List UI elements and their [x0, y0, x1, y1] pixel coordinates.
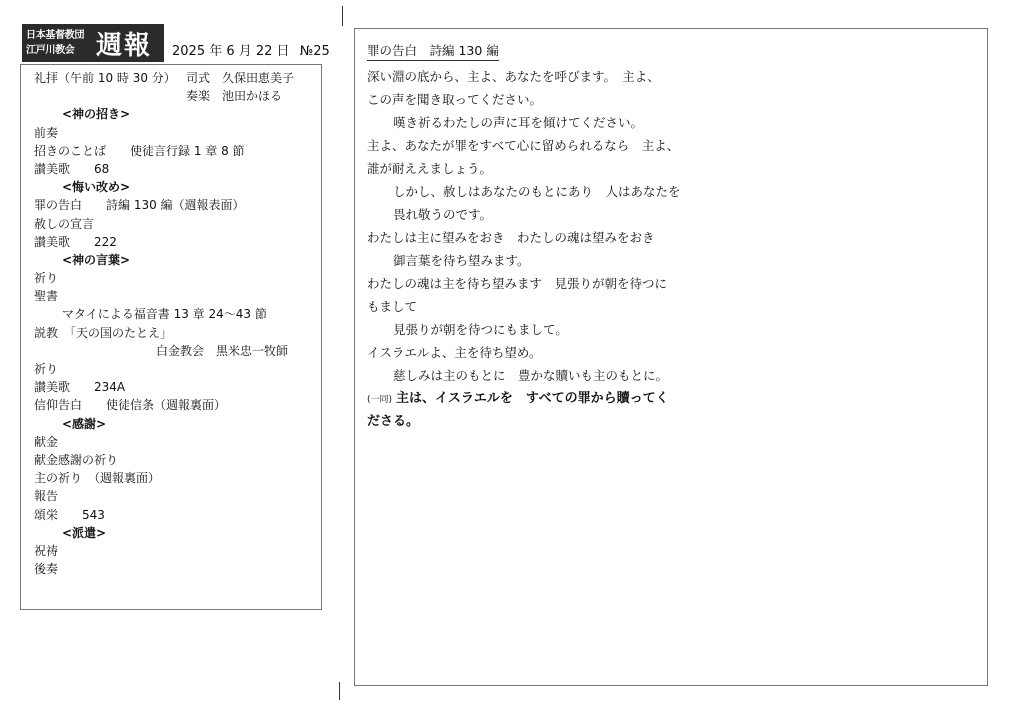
psalm-line-text: 誰が耐ええましょう。 — [367, 161, 493, 176]
psalm-line — [367, 203, 681, 226]
order-item-text: 信仰告白 使徒信条（週報裏面） — [34, 398, 227, 413]
org-name: 日本基督教団 — [26, 30, 85, 41]
psalm-line — [367, 295, 681, 318]
order-item — [34, 233, 288, 251]
order-item — [34, 305, 288, 323]
psalm-line — [367, 387, 681, 410]
order-item — [34, 506, 288, 524]
bulletin-badge — [22, 24, 164, 62]
bulletin-title: 週報 — [96, 30, 153, 61]
order-section-heading — [34, 524, 288, 542]
psalm-line-text: 嘆き祈るわたしの声に耳を傾けてください。 — [393, 115, 644, 130]
psalm-line — [367, 157, 681, 180]
psalm-title: 罪の告白 詩編 130 編 — [367, 41, 499, 61]
psalm-line-text: 見張りが朝を待つにもまして。 — [393, 322, 568, 337]
psalm-line — [367, 272, 681, 295]
congregation-tag: (一同) — [367, 395, 393, 405]
psalm-line-text: 主は、イスラエルを すべての罪から贖ってく — [396, 391, 669, 406]
order-item — [34, 542, 288, 560]
order-item-text: 献金 — [34, 434, 59, 449]
psalm-line — [367, 341, 681, 364]
order-item — [34, 124, 288, 142]
psalm-line-text: 慈しみは主のもとに 豊かな贖いも主のもとに。 — [393, 368, 669, 383]
order-item — [34, 142, 288, 160]
psalm-line-text: 深い淵の底から、主よ、あなたを呼びます。 主よ、 — [367, 69, 660, 84]
order-item-text: 頌栄 543 — [34, 507, 105, 522]
order-item-role: 奏楽 池田かほる — [186, 89, 283, 104]
confession-panel — [354, 28, 988, 686]
order-item-text: 聖書 — [34, 289, 59, 304]
psalm-line — [367, 249, 681, 272]
psalm-line — [367, 410, 681, 433]
order-item — [34, 69, 295, 87]
psalm-line — [367, 88, 681, 111]
order-section-heading — [34, 105, 288, 123]
fold-mark-top — [342, 6, 343, 26]
worship-order-panel — [20, 64, 322, 610]
worship-order-list — [34, 69, 295, 578]
psalm-line — [367, 111, 681, 134]
order-item-text: マタイによる福音書 13 章 24～43 節 — [62, 307, 267, 322]
order-item-text: 後奏 — [34, 562, 59, 577]
psalm-line — [367, 226, 681, 249]
order-item-text: 讃美歌 222 — [34, 234, 117, 249]
psalm-text — [367, 65, 681, 433]
order-item-text: 讃美歌 68 — [34, 161, 110, 176]
psalm-line-text: 畏れ敬うのです。 — [393, 207, 493, 222]
order-item — [34, 487, 288, 505]
order-item-text: <神の言葉> — [62, 252, 131, 267]
order-item — [34, 560, 288, 578]
psalm-line-text: もまして — [367, 299, 418, 314]
order-item — [34, 160, 288, 178]
psalm-line-text: わたしは主に望みをおき わたしの魂は望みをおき — [367, 230, 655, 245]
order-item — [34, 433, 288, 451]
psalm-line — [367, 364, 681, 387]
order-section-heading — [34, 178, 288, 196]
order-item — [34, 196, 288, 214]
order-item-text: 前奏 — [34, 125, 59, 140]
order-item — [34, 360, 288, 378]
church-name: 江戸川教会 — [26, 45, 75, 56]
order-item-text: 赦しの宣言 — [34, 216, 95, 231]
order-item-text: 祝祷 — [34, 543, 59, 558]
psalm-line-text: ださる。 — [367, 414, 420, 429]
order-item-text: <神の招き> — [62, 107, 131, 122]
bulletin-header — [22, 24, 332, 64]
order-section-heading — [34, 251, 288, 269]
order-item — [34, 287, 288, 305]
order-item — [34, 87, 288, 105]
order-item — [34, 269, 288, 287]
psalm-line — [367, 65, 681, 88]
order-item — [34, 396, 288, 414]
issue-number: №25 — [299, 44, 330, 59]
psalm-line-text: この声を聞き取ってください。 — [367, 92, 543, 107]
order-item-text: 招きのことば 使徒言行録 1 章 8 節 — [34, 143, 245, 158]
psalm-line — [367, 134, 681, 157]
bulletin-date: 2025 年 6 月 22 日 — [172, 44, 290, 59]
order-item — [34, 378, 288, 396]
order-item-text: 説教 「天の国のたとえ」 — [34, 325, 173, 340]
order-item-text: <派遣> — [62, 525, 107, 540]
order-item-text: 礼拝（午前 10 時 30 分） — [34, 71, 176, 85]
fold-mark-bottom — [339, 682, 340, 700]
order-item-text: 祈り — [34, 271, 59, 286]
order-item — [34, 342, 288, 360]
order-item — [34, 324, 288, 342]
order-item-text: 主の祈り （週報裏面） — [34, 471, 161, 486]
order-item-text: <感謝> — [62, 416, 107, 431]
order-item-text: 献金感謝の祈り — [34, 452, 119, 467]
order-item — [34, 215, 288, 233]
order-item-text: 白金教会 黒米忠一牧師 — [156, 343, 289, 358]
order-section-heading — [34, 415, 288, 433]
psalm-line-text: しかし、赦しはあなたのもとにあり 人はあなたを — [393, 184, 681, 199]
psalm-line-text: 主よ、あなたが罪をすべて心に留められるなら 主よ、 — [367, 138, 680, 153]
psalm-line-text: わたしの魂は主を待ち望みます 見張りが朝を待つに — [367, 276, 668, 291]
order-item — [34, 469, 288, 487]
psalm-line-text: イスラエルよ、主を待ち望め。 — [367, 345, 542, 360]
order-item-text: 報告 — [34, 489, 59, 504]
order-item-text: <悔い改め> — [62, 180, 131, 195]
psalm-line-text: 御言葉を待ち望みます。 — [393, 253, 530, 268]
order-item-role: 司式 久保田恵美子 — [186, 71, 295, 85]
order-item — [34, 451, 288, 469]
order-item-text: 祈り — [34, 362, 59, 376]
psalm-line — [367, 180, 681, 203]
order-item-text: 罪の告白 詩編 130 編（週報表面） — [34, 198, 245, 213]
order-item-text: 讃美歌 234A — [34, 380, 126, 395]
psalm-line — [367, 318, 681, 341]
